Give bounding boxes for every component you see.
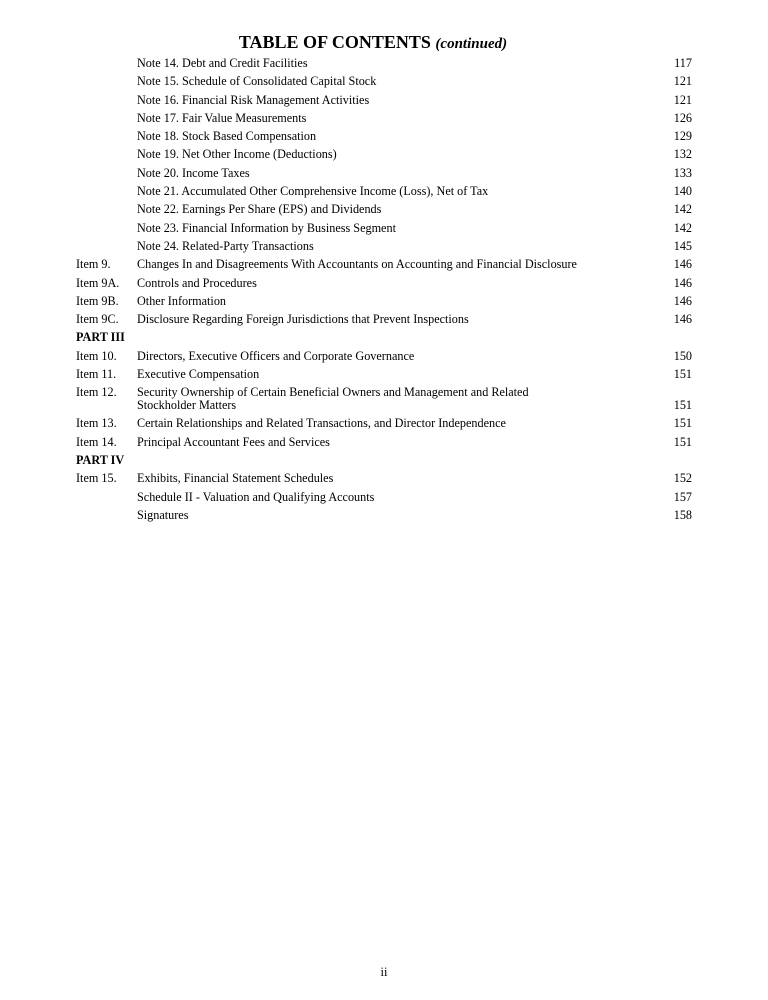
toc-page-number: 157 xyxy=(673,489,692,504)
toc-row-note-22[interactable] xyxy=(0,200,768,218)
toc-label: Note 18. Stock Based Compensation xyxy=(137,129,317,144)
toc-page-number: 146 xyxy=(673,257,692,272)
toc-page-number: 146 xyxy=(673,312,692,327)
toc-label-line-1: Security Ownership of Certain Beneficial Owners and Management and Related xyxy=(137,385,529,400)
toc-page-number: 129 xyxy=(673,129,692,144)
toc-part-heading-4 xyxy=(0,451,768,469)
toc-row-item-9[interactable] xyxy=(0,255,768,273)
toc-row-note-14[interactable] xyxy=(0,54,768,72)
part-heading: PART IV xyxy=(76,452,125,467)
table-of-contents xyxy=(0,54,768,524)
toc-label: Schedule II - Valuation and Qualifying Accounts xyxy=(137,489,375,504)
toc-row-note-19[interactable] xyxy=(0,145,768,163)
toc-page-number: 117 xyxy=(674,56,692,70)
toc-page-number: 150 xyxy=(673,348,692,363)
toc-page-number: 121 xyxy=(673,92,692,107)
toc-part-heading-3 xyxy=(0,328,768,346)
toc-label: Controls and Procedures xyxy=(137,275,257,290)
toc-label: Note 21. Accumulated Other Comprehensive Income (Loss), Net of Tax xyxy=(137,184,489,199)
toc-item-number: Item 12. xyxy=(76,385,117,400)
toc-page-number: 146 xyxy=(673,275,692,290)
toc-page-number: 158 xyxy=(673,507,692,522)
toc-page-number: 126 xyxy=(673,110,692,125)
toc-row-item-11[interactable] xyxy=(0,365,768,383)
toc-row-item-9c[interactable] xyxy=(0,310,768,328)
toc-row-item-13[interactable] xyxy=(0,414,768,432)
toc-row-note-21[interactable] xyxy=(0,182,768,200)
toc-item-number: Item 9. xyxy=(76,257,111,272)
toc-page-number: 151 xyxy=(673,397,692,412)
toc-row-note-18[interactable] xyxy=(0,127,768,145)
page-title xyxy=(0,31,746,55)
toc-row-item-14[interactable] xyxy=(0,433,768,451)
toc-label: Note 20. Income Taxes xyxy=(137,165,250,180)
toc-item-number: Item 15. xyxy=(76,471,117,486)
toc-row-item-12[interactable] xyxy=(0,383,768,414)
toc-label: Note 14. Debt and Credit Facilities xyxy=(137,56,308,70)
toc-page-number: 151 xyxy=(673,416,692,431)
toc-row-note-24[interactable] xyxy=(0,237,768,255)
toc-row-item-9b[interactable] xyxy=(0,292,768,310)
toc-page-number: 121 xyxy=(673,74,692,89)
toc-page-number: 145 xyxy=(673,238,692,253)
toc-row-note-20[interactable] xyxy=(0,164,768,182)
toc-row-schedule-ii[interactable] xyxy=(0,488,768,506)
toc-label xyxy=(137,386,637,411)
toc-label: Other Information xyxy=(137,293,227,308)
toc-row-note-23[interactable] xyxy=(0,219,768,237)
toc-item-number: Item 11. xyxy=(76,367,117,382)
toc-item-number: Item 10. xyxy=(76,348,117,363)
title-suffix: (continued) xyxy=(435,36,508,52)
toc-page-number: 142 xyxy=(673,202,692,217)
toc-label: Note 23. Financial Information by Business Segment xyxy=(137,220,396,235)
toc-row-signatures[interactable] xyxy=(0,506,768,524)
toc-page-number: 151 xyxy=(673,367,692,382)
page-number-footer: ii xyxy=(380,965,388,979)
toc-label: Executive Compensation xyxy=(137,367,260,382)
toc-item-number: Item 13. xyxy=(76,416,117,431)
toc-row-note-17[interactable] xyxy=(0,109,768,127)
toc-label: Note 22. Earnings Per Share (EPS) and Dividends xyxy=(137,202,382,217)
part-heading: PART III xyxy=(76,330,125,345)
toc-label: Certain Relationships and Related Transactions, and Director Independence xyxy=(137,416,506,431)
toc-label: Note 17. Fair Value Measurements xyxy=(137,110,307,125)
toc-label: Note 19. Net Other Income (Deductions) xyxy=(137,147,337,162)
toc-item-number: Item 9A. xyxy=(76,275,120,290)
toc-label: Principal Accountant Fees and Services xyxy=(137,434,330,449)
toc-label: Note 16. Financial Risk Management Activities xyxy=(137,92,370,107)
toc-row-item-9a[interactable] xyxy=(0,274,768,292)
toc-label: Note 15. Schedule of Consolidated Capital Stock xyxy=(137,74,377,89)
toc-page-number: 151 xyxy=(673,434,692,449)
toc-label: Exhibits, Financial Statement Schedules xyxy=(137,471,334,486)
title-text: TABLE OF CONTENTS xyxy=(238,32,431,52)
toc-item-number: Item 9B. xyxy=(76,293,119,308)
toc-label-line-2: Stockholder Matters xyxy=(137,397,237,412)
toc-row-note-15[interactable] xyxy=(0,72,768,90)
toc-page-number: 142 xyxy=(673,220,692,235)
toc-item-number: Item 14. xyxy=(76,434,117,449)
toc-label: Directors, Executive Officers and Corporate Governance xyxy=(137,348,415,363)
toc-row-item-10[interactable] xyxy=(0,347,768,365)
toc-label: Disclosure Regarding Foreign Jurisdictions that Prevent Inspections xyxy=(137,312,469,327)
toc-page-number: 140 xyxy=(673,184,692,199)
toc-label: Signatures xyxy=(137,507,189,522)
toc-item-number: Item 9C. xyxy=(76,312,119,327)
toc-row-note-16[interactable] xyxy=(0,91,768,109)
toc-label: Changes In and Disagreements With Accountants on Accounting and Financial Disclosure xyxy=(137,257,577,272)
toc-page-number: 133 xyxy=(673,165,692,180)
toc-page-number: 132 xyxy=(673,147,692,162)
toc-page-number: 146 xyxy=(673,293,692,308)
toc-label: Note 24. Related-Party Transactions xyxy=(137,238,314,253)
toc-page-number: 152 xyxy=(673,471,692,486)
toc-row-item-15[interactable] xyxy=(0,469,768,487)
